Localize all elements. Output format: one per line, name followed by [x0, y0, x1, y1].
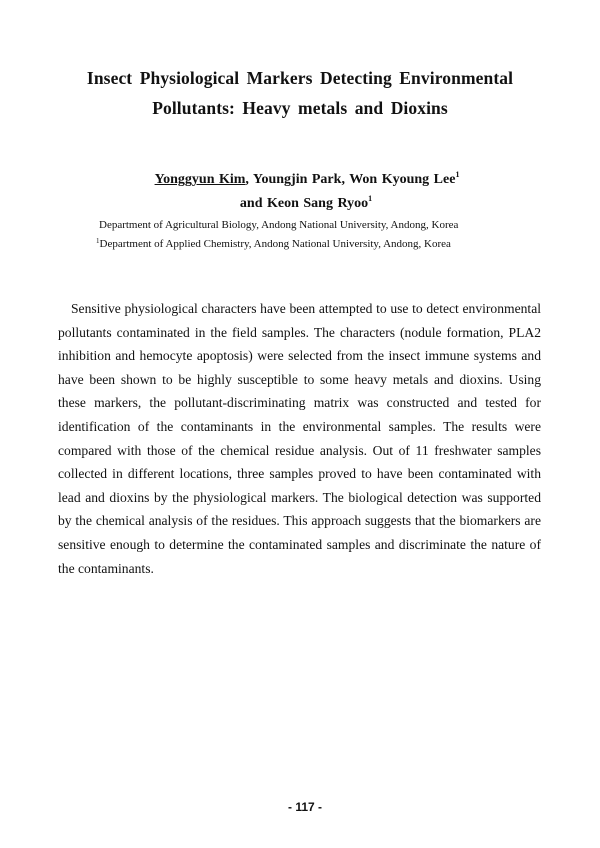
author-list-line-1 — [7, 172, 600, 188]
affiliation-marker: 1 — [368, 194, 373, 203]
affiliation-2 — [96, 238, 451, 250]
author-list-line-2 — [6, 196, 600, 212]
author-separator: , — [245, 172, 253, 187]
affiliation-marker: 1 — [455, 170, 460, 179]
author-name: Youngjin Park — [252, 172, 342, 187]
author-name: Won Kyoung Lee — [349, 172, 456, 187]
page-number: - 117 - — [287, 800, 323, 814]
author-conjunction: and — [239, 196, 267, 211]
paper-title-line-1: Insect Physiological Markers Detecting Environmental — [86, 68, 514, 88]
affiliation-marker: 1 — [96, 237, 100, 245]
author-separator: , — [341, 172, 350, 187]
author-name: Keon Sang Ryoo — [266, 196, 369, 211]
affiliation-1: Department of Agricultural Biology, Andong National University, Andong, Korea — [99, 219, 459, 231]
paper-title-line-2: Pollutants: Heavy metals and Dioxins — [152, 98, 448, 118]
author-name: Yonggyun Kim — [154, 172, 246, 187]
abstract-paragraph: Sensitive physiological characters have been attempted to use to detect environmental pollutants contaminated in the field samples. The characters (nodule formation, PLA2 inhibition and hemocyte apoptosis) were selected from the insect immune systems and have been shown to be highly susceptible to some heavy metals and dioxins. Using these markers, the pollutant-discriminating matrix was constructed and tested for identification of the contaminants in the environmental samples. The results were compared with those of the chemical residue analysis. Out of 11 freshwater samples collected in different locations, three samples proved to have been contaminated with lead and dioxins by the physiological markers. The biological detection was supported by the chemical analysis of the residues. This approach suggests that the biomarkers are sensitive enough to determine the contaminated samples and discriminate the nature of the contaminants. — [58, 301, 541, 576]
affiliation-text: Department of Applied Chemistry, Andong National University, Andong, Korea — [99, 238, 451, 250]
